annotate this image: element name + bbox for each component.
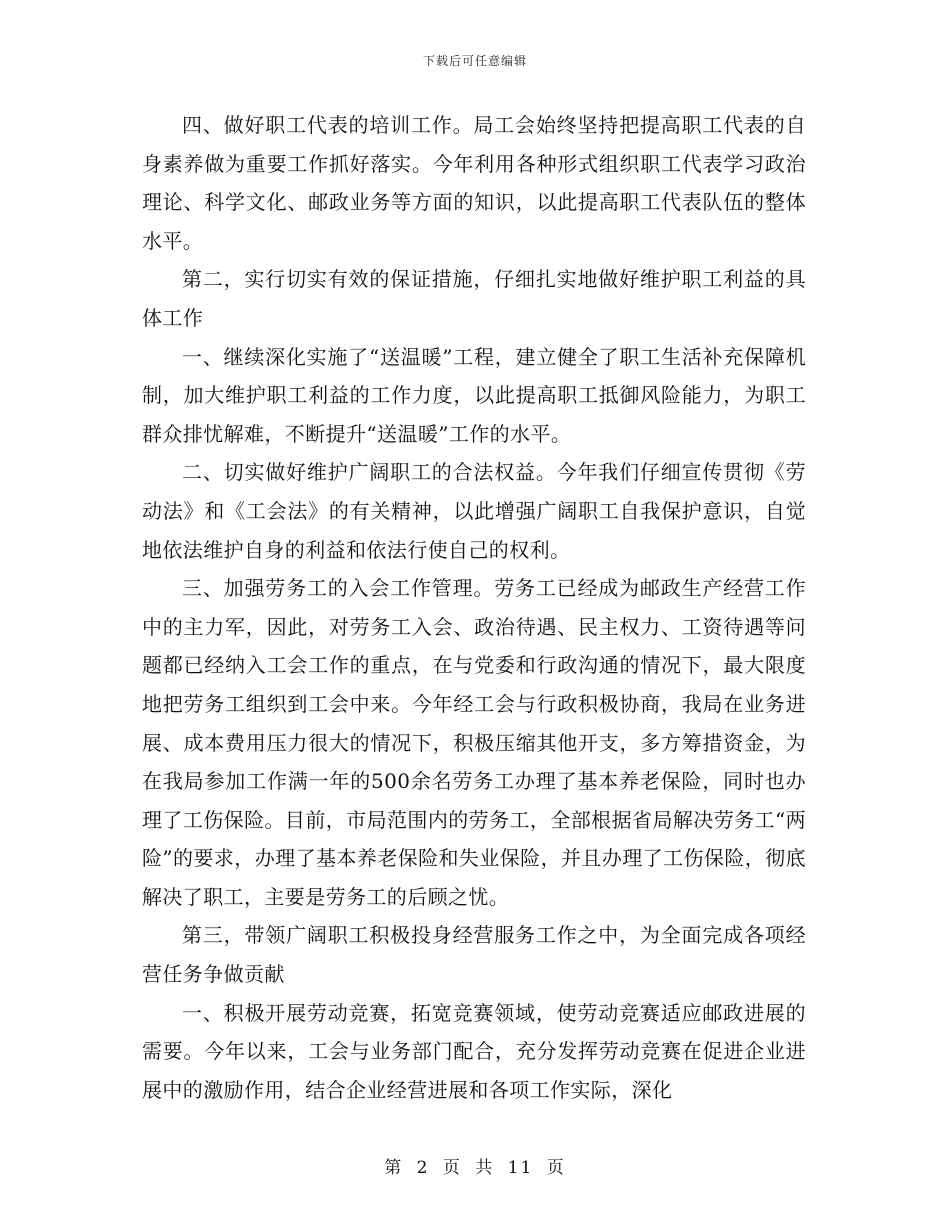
- current-page-number: 2: [416, 1158, 430, 1178]
- total-page-count: 11: [507, 1158, 534, 1178]
- page-label-mid: 页: [442, 1158, 462, 1178]
- paragraph: 三、加强劳务工的入会工作管理。劳务工已经成为邮政生产经营工作中的主力军，因此，对劳务工入会、政治待遇、民主权力、工资待遇等问题都已经纳入工会工作的重点，在与党委和行政沟通的情况下，最大限度地把劳务工组织到工会中来。今年经工会与行政积极协商，我局在业务进展、成本费用压力很大的情况下，积极压缩其他开支，多方筹措资金，为在我局参加工作满一年的500余名劳务工办理了基本养老保险，同时也办理了工伤保险。目前，市局范围内的劳务工，全部根据省局解决劳务工“两险”的要求，办理了基本养老保险和失业保险，并且办理了工伤保险，彻底解决了职工，主要是劳务工的后顾之忧。: [142, 576, 806, 909]
- header-note: 下载后可任意编辑: [422, 54, 527, 68]
- paragraph: 一、继续深化实施了“送温暖”工程，建立健全了职工生活补充保障机制，加大维护职工利益的工作力度，以此提高职工抵御风险能力，为职工群众排忧解难，不断提升“送温暖”工作的水平。: [142, 344, 806, 446]
- section-heading: 第三，带领广阔职工积极投身经营服务工作之中，为全面完成各项经营任务争做贡献: [142, 923, 806, 987]
- section-heading: 第二，实行切实有效的保证措施，仔细扎实地做好维护职工利益的具体工作: [142, 267, 806, 330]
- page-label-suffix: 页: [546, 1158, 566, 1178]
- document-body: [142, 106, 806, 1109]
- paragraph: 四、做好职工代表的培训工作。局工会始终坚持把提高职工代表的自身素养做为重要工作抓好落实。今年利用各种形式组织职工代表学习政治理论、科学文化、邮政业务等方面的知识，以此提高职工代表队伍的整体水平。: [142, 113, 806, 253]
- paragraph: 一、积极开展劳动竞赛，拓宽竞赛领域，使劳动竞赛适应邮政进展的需要。今年以来，工会与业务部门配合，充分发挥劳动竞赛在促进企业进展中的激励作用，结合企业经营进展和各项工作实际，深化: [142, 1000, 806, 1102]
- paragraph: 二、切实做好维护广阔职工的合法权益。今年我们仔细宣传贯彻《劳动法》和《工会法》的有关精神，以此增强广阔职工自我保护意识，自觉地依法维护自身的利益和依法行使自己的权利。: [142, 460, 806, 562]
- page-footer: [0, 1153, 950, 1178]
- total-label: 共: [475, 1158, 495, 1178]
- page-label-prefix: 第: [384, 1158, 404, 1178]
